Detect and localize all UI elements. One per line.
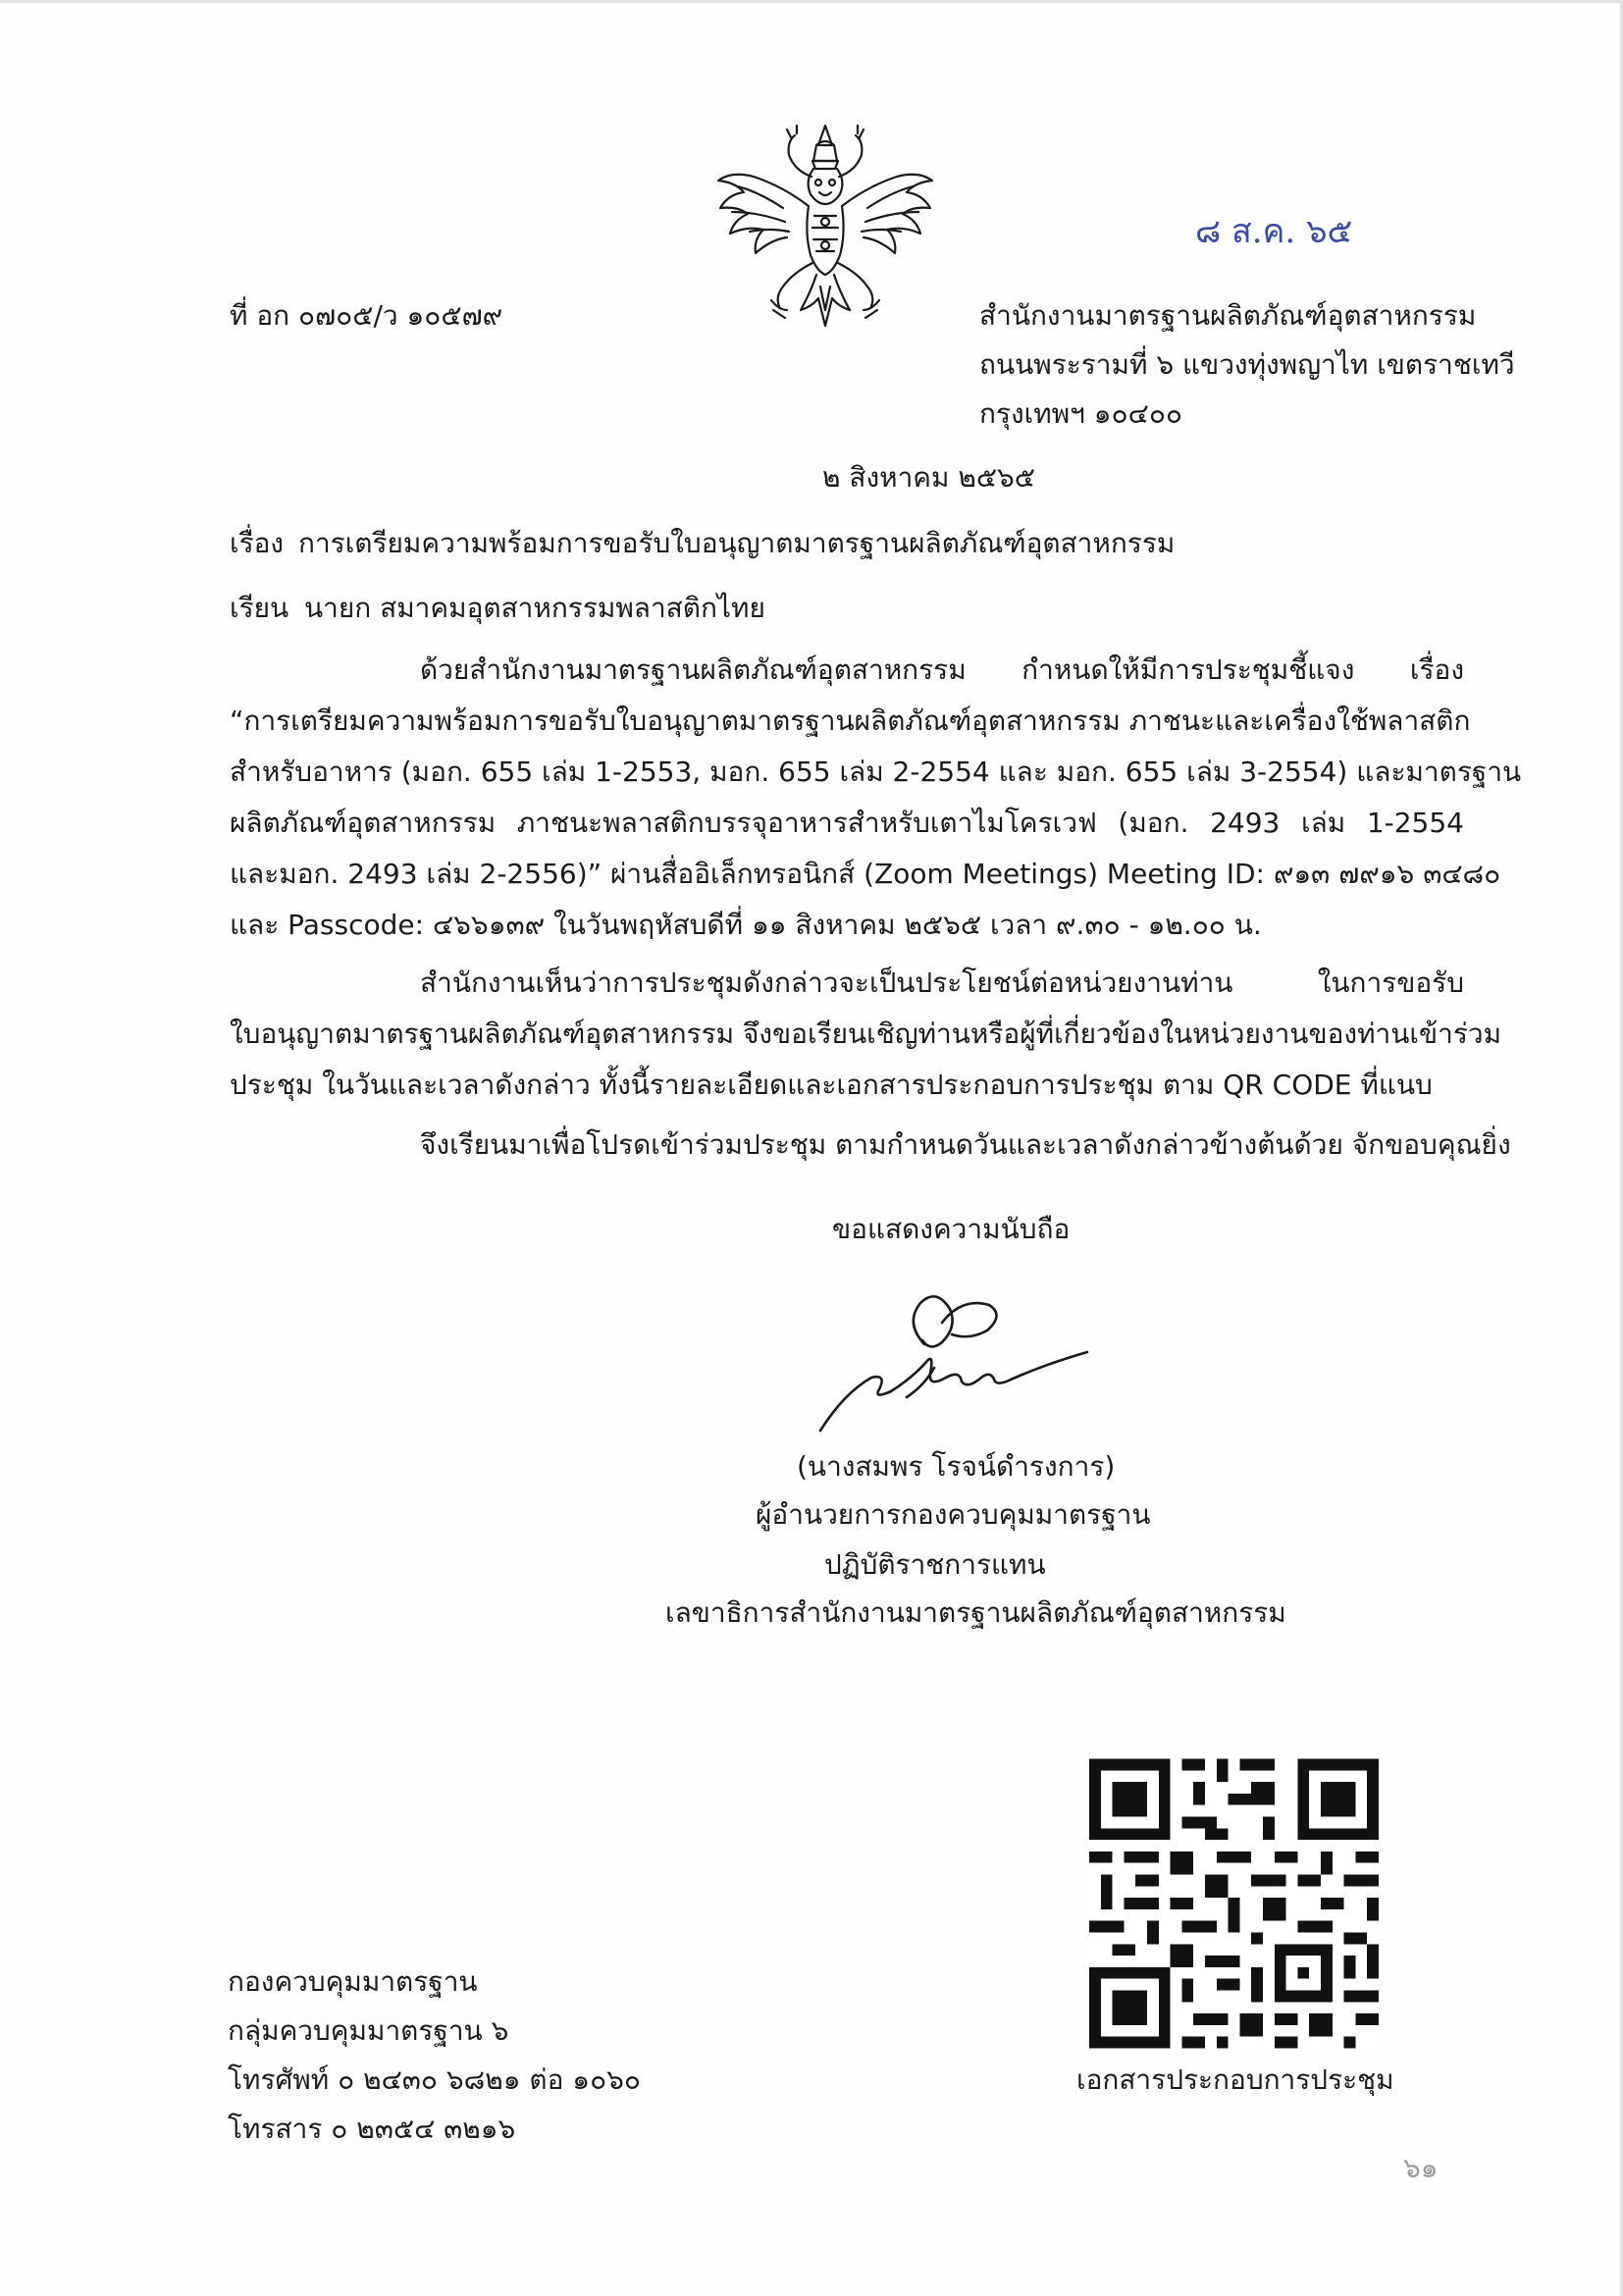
closing-sentence: จึงเรียนมาเพื่อโปรดเข้าร่วมประชุม ตามกำหนดวันและเวลาดังกล่าวข้างต้นด้วย จักขอบคุณยิ่ง <box>420 1128 1511 1161</box>
signatory-title-1: ผู้อำนวยการกองควบคุมมาตรฐาน <box>756 1498 1151 1531</box>
recipient-label: เรียน <box>230 592 289 624</box>
body-paragraph-2-line-1: สำนักงานเห็นว่าการประชุมดังกล่าวจะเป็นประโยชน์ต่อหน่วยงานท่าน ในการขอรับ <box>420 966 1464 999</box>
subject-text: การเตรียมความพร้อมการขอรับใบอนุญาตมาตรฐานผลิตภัณฑ์อุตสาหกรรม <box>298 527 1176 559</box>
document-number: ที่ อก ๐๗๐๕/ว ๑๐๕๗๙ <box>230 299 503 332</box>
body-paragraph-1-line-3: สำหรับอาหาร (มอก. 655 เล่ม 1-2553, มอก. 655 เล่ม 2-2554 และ มอก. 655 เล่ม 3-2554) และมาตรฐาน <box>230 756 1522 788</box>
footer-fax: โทรสาร ๐ ๒๓๕๔ ๓๒๑๖ <box>228 2113 516 2145</box>
recipient-text: นายก สมาคมอุตสาหกรรมพลาสติกไทย <box>304 592 765 624</box>
body-paragraph-1-line-4: ผลิตภัณฑ์อุตสาหกรรม ภาชนะพลาสติกบรรจุอาหารสำหรับเตาไมโครเวฟ (มอก. 2493 เล่ม 1-2554 <box>230 807 1464 839</box>
body-paragraph-1-line-5: และมอก. 2493 เล่ม 2-2556)” ผ่านสื่ออิเล็กทรอนิกส์ (Zoom Meetings) Meeting ID: ๙๑๓ ๗๙๑๖ ๓๔๘๐ <box>230 858 1501 890</box>
sender-address-line-1: สำนักงานมาตรฐานผลิตภัณฑ์อุตสาหกรรม <box>979 299 1477 332</box>
body-paragraph-2-line-2: ใบอนุญาตมาตรฐานผลิตภัณฑ์อุตสาหกรรม จึงขอเรียนเชิญท่านหรือผู้ที่เกี่ยวข้องในหน่วยงานของท่านเข้าร่วม <box>230 1018 1502 1050</box>
body-paragraph-1-line-6: และ Passcode: ๔๖๖๑๓๙ ในวันพฤหัสบดีที่ ๑๑ สิงหาคม ๒๕๖๕ เวลา ๙.๓๐ - ๑๒.๐๐ น. <box>230 909 1262 941</box>
qr-caption: เอกสารประกอบการประชุม <box>1076 2063 1394 2096</box>
footer-department: กองควบคุมมาตรฐาน <box>228 1965 478 1998</box>
body-paragraph-2-line-3: ประชุม ในวันและเวลาดังกล่าว ทั้งนี้รายละเอียดและเอกสารประกอบการประชุม ตาม QR CODE ที่แนบ <box>230 1069 1433 1101</box>
garuda-emblem-icon <box>714 118 936 329</box>
received-date-handwritten: ๘ ส.ค. ๖๕ <box>1195 212 1353 251</box>
handwritten-signature <box>805 1283 1099 1435</box>
sender-address-line-2: ถนนพระรามที่ ๖ แขวงทุ่งพญาไท เขตราชเทวี <box>979 348 1515 381</box>
signatory-title-3: เลขาธิการสำนักงานมาตรฐานผลิตภัณฑ์อุตสาหกรรม <box>665 1596 1286 1629</box>
body-paragraph-1-line-1: ด้วยสำนักงานมาตรฐานผลิตภัณฑ์อุตสาหกรรม กำหนดให้มีการประชุมชี้แจง เรื่อง <box>420 653 1464 686</box>
letter-date: ๒ สิงหาคม ๒๕๖๕ <box>822 461 1035 494</box>
signatory-name: (นางสมพร โรจน์ดำรงการ) <box>797 1450 1116 1483</box>
regards: ขอแสดงความนับถือ <box>832 1213 1071 1245</box>
sender-address-line-3: กรุงเทพฯ ๑๐๔๐๐ <box>979 397 1183 430</box>
signatory-title-2: ปฏิบัติราชการแทน <box>824 1548 1046 1581</box>
footer-group: กลุ่มควบคุมมาตรฐาน ๖ <box>228 2014 509 2047</box>
subject-label: เรื่อง <box>230 527 285 559</box>
footer-phone: โทรศัพท์ ๐ ๒๔๓๐ ๖๘๒๑ ต่อ ๑๐๖๐ <box>228 2063 642 2096</box>
qr-code-icon <box>1089 1756 1379 2051</box>
page-mark: ๖๑ <box>1403 2152 1439 2184</box>
scan-edge-top <box>0 0 1623 3</box>
body-paragraph-1-line-2: “การเตรียมความพร้อมการขอรับใบอนุญาตมาตรฐานผลิตภัณฑ์อุตสาหกรรม ภาชนะและเครื่องใช้พลาสติก <box>230 704 1471 737</box>
